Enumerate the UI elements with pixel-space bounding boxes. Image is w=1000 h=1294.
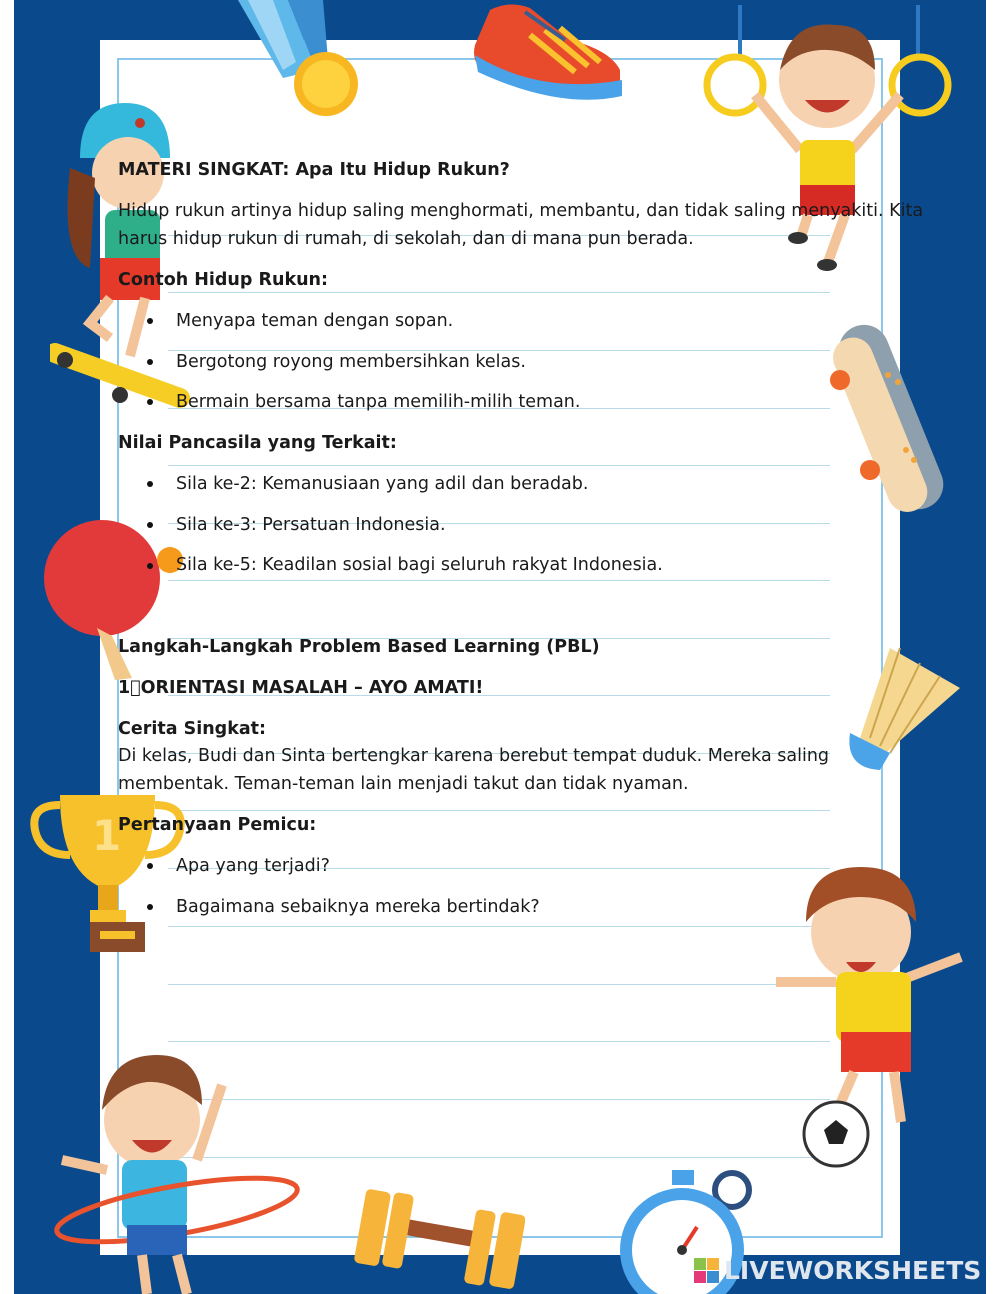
medal-icon [228, 0, 368, 125]
bullet [147, 904, 153, 910]
ruled-line [168, 465, 830, 466]
ruled-line [168, 580, 830, 581]
bullet [147, 359, 153, 365]
pbl-heading: Langkah-Langkah Problem Based Learning (PBL) [118, 637, 600, 657]
bullet [147, 318, 153, 324]
hula-hoop-boy-icon [52, 1040, 307, 1294]
bullet [147, 563, 153, 569]
list-item: Bermain bersama tanpa memilih-milih teman. [176, 392, 581, 412]
cerita-line: membentak. Teman-teman lain menjadi takut dan tidak nyaman. [118, 774, 689, 794]
sneaker-icon [470, 0, 630, 110]
cerita-heading: Cerita Singkat: [118, 719, 267, 739]
list-item: Bergotong royong membersihkan kelas. [176, 352, 526, 372]
list-item: Apa yang terjadi? [176, 856, 330, 876]
shuttlecock-icon [840, 628, 965, 773]
list-item: Sila ke-5: Keadilan sosial bagi seluruh rakyat Indonesia. [176, 555, 663, 575]
materi-paragraph-line: Hidup rukun artinya hidup saling menghormati, membantu, dan tidak saling menyakiti. Kita [118, 201, 924, 221]
list-item: Menyapa teman dengan sopan. [176, 311, 454, 331]
bullet [147, 481, 153, 487]
watermark-text: LIVEWORKSHEETS [724, 1256, 982, 1285]
liveworksheets-watermark [694, 1256, 994, 1286]
cerita-line: Di kelas, Budi dan Sinta bertengkar karena berebut tempat duduk. Mereka saling [118, 746, 830, 766]
skateboard-icon [828, 320, 953, 520]
skater-girl-icon [50, 98, 190, 408]
pbl-step1: 1⃣ORIENTASI MASALAH – AYO AMATI! [118, 678, 484, 698]
ruled-line [168, 984, 830, 985]
ruled-line [168, 926, 830, 927]
bullet [147, 522, 153, 528]
liveworksheets-logo-icon [694, 1258, 720, 1284]
contoh-heading: Contoh Hidup Rukun: [118, 270, 328, 290]
materi-title: MATERI SINGKAT: Apa Itu Hidup Rukun? [118, 160, 510, 180]
materi-paragraph-line: harus hidup rukun di rumah, di sekolah, dan di mana pun berada. [118, 229, 694, 249]
list-item: Bagaimana sebaiknya mereka bertindak? [176, 897, 540, 917]
pancasila-heading: Nilai Pancasila yang Terkait: [118, 433, 397, 453]
bullet [147, 863, 153, 869]
svg-text:1: 1 [92, 811, 122, 860]
gymnast-boy-icon [700, 0, 955, 280]
dumbbell-icon [350, 1185, 525, 1290]
bullet [147, 399, 153, 405]
pemicu-heading: Pertanyaan Pemicu: [118, 815, 317, 835]
list-item: Sila ke-2: Kemanusiaan yang adil dan beradab. [176, 474, 589, 494]
list-item: Sila ke-3: Persatuan Indonesia. [176, 515, 446, 535]
soccer-boy-icon [776, 862, 971, 1172]
